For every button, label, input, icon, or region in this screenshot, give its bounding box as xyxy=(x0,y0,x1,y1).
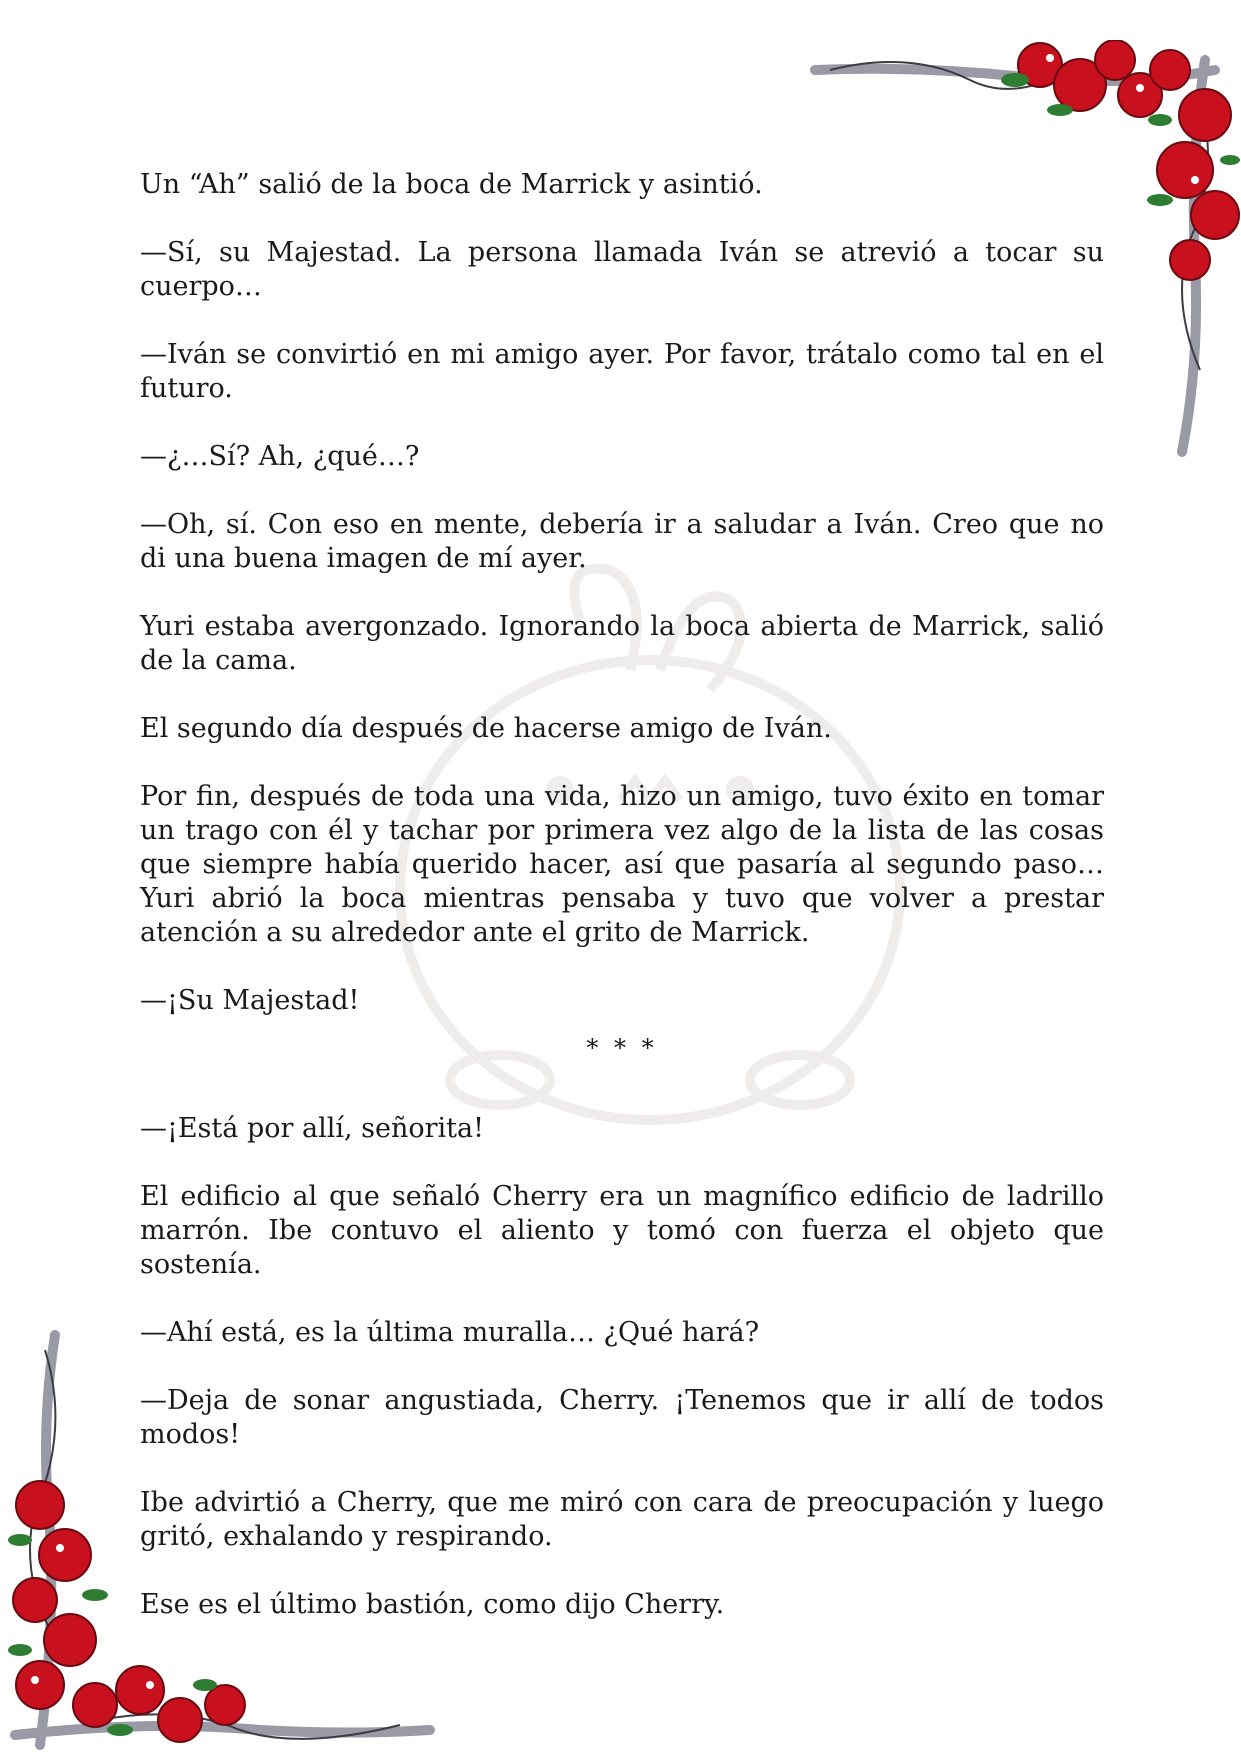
page-text xyxy=(140,168,1104,1656)
paragraph: Yuri estaba avergonzado. Ignorando la boca abierta de Marrick, salió de la cama. xyxy=(140,611,1104,676)
paragraph: Ibe advirtió a Cherry, que me miró con cara de preocupación y luego gritó, exhalando y respirando. xyxy=(140,1487,1104,1552)
paragraph: —¿…Sí? Ah, ¿qué…? xyxy=(140,441,420,472)
paragraph: Ese es el último bastión, como dijo Cherry. xyxy=(140,1589,725,1620)
scene-separator: * * * xyxy=(586,1034,658,1062)
paragraph: —Ahí está, es la última muralla… ¿Qué hará? xyxy=(140,1317,760,1348)
paragraph: El edificio al que señaló Cherry era un magnífico edificio de ladrillo marrón. Ibe contuvo el aliento y tomó con fuerza el objeto que sostenía. xyxy=(140,1181,1104,1280)
paragraph: Por fin, después de toda una vida, hizo un amigo, tuvo éxito en tomar un trago con él y tachar por primera vez algo de la lista de las cosas que siempre había querido hacer, así que pasaría al segundo paso…Yuri abrió la boca mientras pensaba y tuvo que volver a prestar atención a su alrededor ante el grito de Marrick. xyxy=(140,781,1104,948)
paragraph: El segundo día después de hacerse amigo de Iván. xyxy=(140,713,832,744)
paragraph: —Deja de sonar angustiada, Cherry. ¡Tenemos que ir allí de todos modos! xyxy=(140,1385,1104,1450)
paragraph: —¡Su Majestad! xyxy=(140,985,360,1016)
paragraph: —Sí, su Majestad. La persona llamada Iván se atrevió a tocar su cuerpo… xyxy=(140,237,1104,302)
paragraph: —¡Está por allí, señorita! xyxy=(140,1113,484,1144)
paragraph: —Iván se convirtió en mi amigo ayer. Por favor, trátalo como tal en el futuro. xyxy=(140,339,1104,404)
paragraph: Un “Ah” salió de la boca de Marrick y asintió. xyxy=(140,169,763,200)
paragraph: —Oh, sí. Con eso en mente, debería ir a saludar a Iván. Creo que no di una buena imagen de mí ayer. xyxy=(140,509,1104,574)
